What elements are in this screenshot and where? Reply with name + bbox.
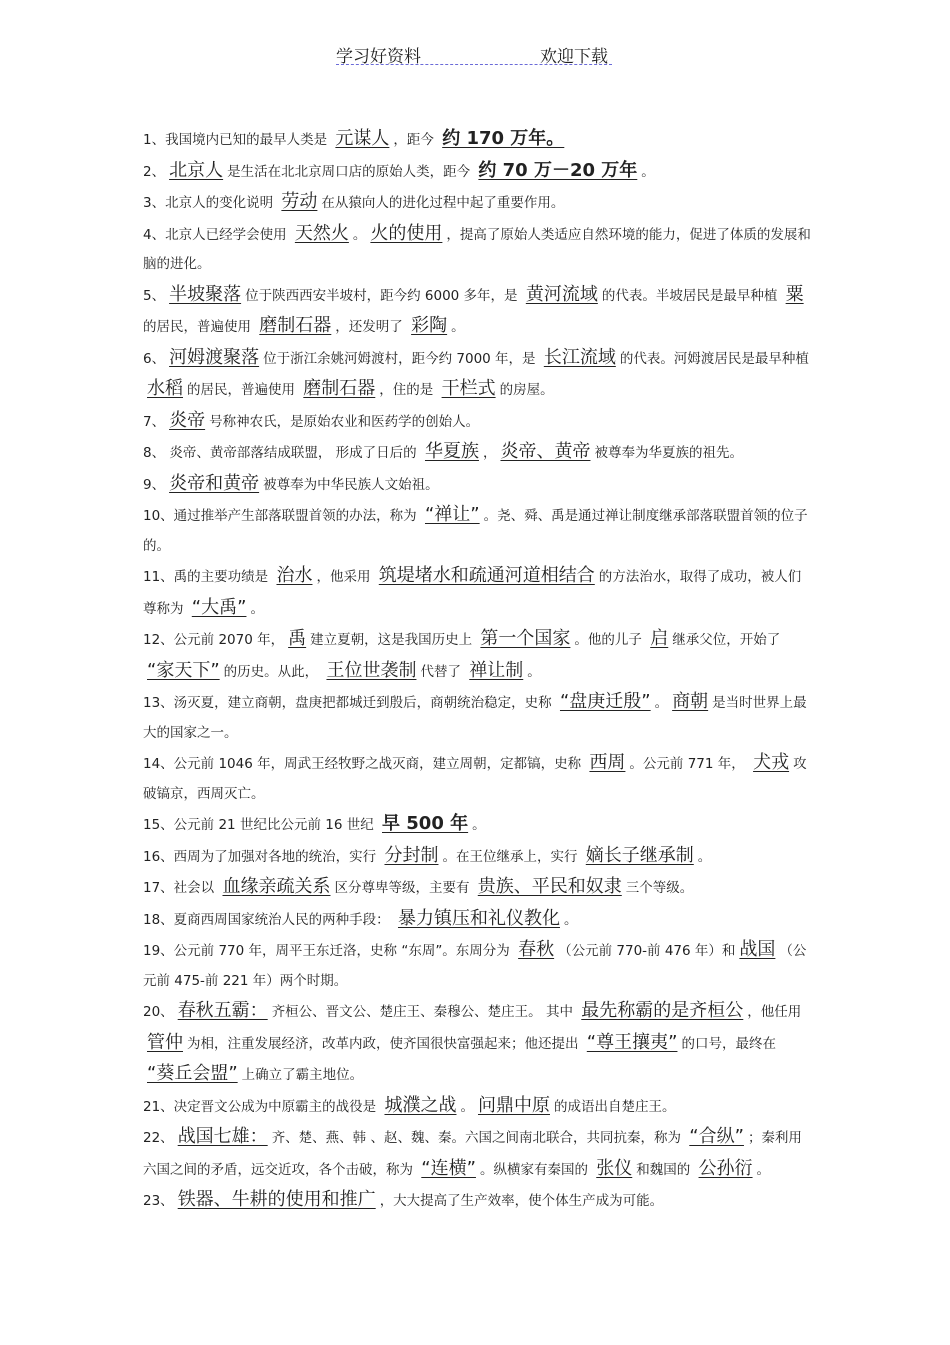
question-text: 12、公元前 2070 年， [143,632,285,648]
answer-text: “葵丘会盟” [147,1063,238,1084]
answer-text: 管仲 [147,1031,183,1053]
question-text: 。尧、舜、禹是通过禅让制度继承部落联盟首领的位子的。 [143,508,808,554]
question-text: 。公元前 771 年， [629,756,750,772]
list-item [143,748,811,809]
list-item [143,996,811,1091]
answer-text: 约 70 万－20 万年 [478,159,638,181]
answer-text: 磨制石器 [303,378,376,399]
question-text: 的成语出自楚庄王。 [553,1098,676,1115]
header-right-text: 欢迎下载 [540,47,608,67]
list-item [143,809,811,841]
list-item [143,1185,811,1217]
question-text: 攻破镐京，西周灭亡。 [143,756,807,802]
question-text: 。 [756,1161,771,1178]
question-text: 11、禹的主要功绩是 [143,569,273,585]
list-item [143,935,811,996]
answer-text: 战国七雄： [177,1126,268,1147]
question-text: 是生活在北北京周口店的原始人类，距今 [227,163,475,180]
question-text: ，他任用 [747,1004,802,1020]
question-text: 4、北京人已经学会使用 [143,226,291,243]
list-item [143,624,811,687]
question-text: 。 [697,848,712,865]
question-text: 21、决定晋文公成为中原霸主的战役是 [143,1098,381,1115]
question-text: 。纵横家有秦国的 [479,1161,593,1178]
question-text: 9、 [143,476,166,493]
list-item [143,437,811,469]
answer-text: 春秋 [518,939,555,960]
answer-text: 商朝 [672,691,709,712]
question-text: 18、夏商西周国家统治人民的两种手段： [143,911,394,928]
list-item [143,1091,811,1123]
question-text: 17、社会以 [143,880,219,896]
question-text: 。 [250,600,264,617]
answer-text: 粟 [785,283,804,305]
question-text: 的居民，普遍使用 [143,319,256,335]
answer-text: 禅让制 [469,659,524,681]
question-text: 22、 [143,1130,174,1146]
answer-text: 火的使用 [370,222,443,244]
header-dashed-line [336,64,612,65]
answer-text: 张仪 [596,1157,633,1179]
question-text: 的历史。从此， [223,663,323,680]
answer-text: 春秋五霸： [177,1000,268,1021]
question-text: 代替了 [420,663,466,680]
question-text: 23、 [143,1193,174,1209]
question-text: 上确立了霸主地位。 [241,1067,364,1083]
answer-text: “大禹” [191,596,247,618]
answer-text: 启 [650,628,669,649]
answer-text: “尊王攘夷” [586,1031,678,1053]
list-item [143,561,811,624]
answer-text: 北京人 [169,159,224,181]
list-item [143,500,811,561]
question-text: 号称神农氏，是原始农业和医药学的创始人。 [209,413,480,430]
answer-text: 问鼎中原 [477,1094,550,1116]
question-text: 的居民，普遍使用 [187,382,300,398]
list-item [143,343,811,406]
answer-text: 干栏式 [441,378,496,399]
answer-text: 磨制石器 [259,315,332,336]
question-text: 16、西周为了加强对各地的统治，实行 [143,848,381,865]
question-text: 齐桓公、晋文公、楚庄王、秦穆公、楚庄王。 其中 [271,1004,578,1020]
answer-text: 长江流域 [543,346,616,368]
answer-text: 元谋人 [335,128,390,149]
question-text: 的方法治水，取得了成功，被人们尊称为 [143,569,802,617]
answer-text: “禅让” [424,504,480,525]
list-item [143,872,811,904]
question-text: 19、公元前 770 年，周平王东迁洛，史称 “东周”。东周分为 [143,943,515,959]
question-text: 2、 [143,163,166,180]
question-text: ，距今 [393,132,439,148]
list-item [143,1122,811,1185]
question-text: 的代表。河姆渡居民是最早种植 [619,350,809,367]
answer-text: 天然火 [294,222,349,244]
answer-text: 劳动 [281,191,318,212]
answer-text: 血缘亲疏关系 [222,876,331,897]
answer-text: 公孙衍 [698,1157,753,1179]
question-text: 位于浙江余姚河姆渡村，距今约 7000 年，是 [263,350,540,367]
list-item [143,469,811,501]
answer-text: 西周 [589,752,626,773]
question-text: 。 [527,663,541,680]
page-header [0,42,950,68]
answer-text: 最先称霸的是齐桓公 [581,1000,744,1021]
question-text: 和魏国的 [636,1161,695,1178]
question-text: 3、北京人的变化说明 [143,195,278,211]
question-text: 5、 [143,287,166,304]
question-text: ；秦利用六国之间的矛盾，远交近攻，各个击破，称为 [143,1130,802,1178]
answer-text: 战国 [739,939,776,960]
question-text: 7、 [143,413,166,430]
question-text: ，大大提高了生产效率，使个体生产成为可能。 [379,1193,664,1209]
answer-text: 水稻 [147,378,183,399]
answer-text: 炎帝 [169,409,206,431]
answer-text: 城濮之战 [384,1094,457,1116]
list-item [143,280,811,343]
list-item [143,156,811,188]
answer-text: 炎帝和黄帝 [169,472,260,494]
answer-text: 华夏族 [424,441,479,462]
question-text: 是当时世界上最大的国家之一。 [143,695,807,741]
list-item [143,406,811,438]
answer-text: 分封制 [384,844,439,866]
question-text: 。 [563,911,578,928]
question-text: 15、公元前 21 世纪比公元前 16 世纪 [143,817,378,833]
answer-text: 半坡聚落 [169,283,242,305]
question-text: 。 [352,226,367,243]
question-text: 。 [641,163,655,180]
question-text: ，提高了原始人类适应自然环境的能力，促进了体质的发展和脑的进化。 [143,226,811,272]
question-text: 区分尊卑等级，主要有 [334,880,474,896]
question-text: 1、我国境内已知的最早人类是 [143,132,332,148]
question-text: （公元前 770-前 476 年）和 [558,943,736,959]
answer-text: 暴力镇压和礼仪教化 [397,907,560,929]
question-text: 8、 炎帝、黄帝部落结成联盟， 形成了日后的 [143,445,421,461]
question-text: ， [482,445,497,461]
question-text: 6、 [143,350,166,367]
answer-text: 黄河流域 [525,283,598,305]
answer-text: 第一个国家 [480,628,571,649]
answer-text: 犬戎 [753,752,790,773]
answer-text: 彩陶 [411,315,448,336]
answer-text: 河姆渡聚落 [169,346,260,368]
answer-text: 治水 [276,565,313,586]
question-text: 14、公元前 1046 年，周武王经牧野之战灭商，建立周朝，定都镐，史称 [143,756,586,772]
list-item [143,124,811,156]
question-list [143,124,811,1217]
question-text: 建立夏朝，这是我国历史上 [310,632,477,648]
answer-text: 炎帝、黄帝 [500,441,591,462]
answer-text: 筑堤堵水和疏通河道相结合 [378,565,595,586]
question-text: 继承父位，开始了 [672,632,781,648]
question-text: 的代表。半坡居民是最早种植 [601,287,782,304]
question-text: 的口号，最终在 [681,1035,776,1052]
question-text: 。 [451,319,465,335]
question-text: 被尊奉为中华民族人文始祖。 [263,476,439,493]
question-text: 位于陕西西安半坡村，距今约 6000 多年，是 [245,287,522,304]
question-text: ，还发明了 [335,319,408,335]
question-text: （公元前 475-前 221 年）两个时期。 [143,943,807,989]
answer-text: “连横” [421,1157,476,1179]
question-text: 被尊奉为华夏族的祖先。 [594,445,743,461]
question-text: 10、通过推举产生部落联盟首领的办法，称为 [143,508,421,524]
question-text: 为相，注重发展经济，改革内政，使齐国很快富强起来；他还提出 [187,1035,583,1052]
answer-text: 贵族、平民和奴隶 [477,876,622,897]
answer-text: 早 500 年 [382,813,469,834]
question-text: 13、汤灭夏，建立商朝，盘庚把都城迁到殷后，商朝统治稳定，史称 [143,695,556,711]
list-item [143,187,811,219]
answer-text: 铁器、牛耕的使用和推广 [177,1189,376,1210]
list-item [143,687,811,748]
answer-text: 禹 [288,628,307,649]
list-item [143,904,811,936]
question-text: 齐、楚、燕、韩 、赵、魏、秦。六国之间南北联合，共同抗秦，称为 [271,1130,686,1146]
answer-text: 王位世袭制 [326,659,417,681]
question-text: 。 [472,817,486,833]
question-text: 。 [654,695,669,711]
question-text: ，他采用 [316,569,375,585]
list-item [143,841,811,873]
question-text: 在从猿向人的进化过程中起了重要作用。 [321,195,565,211]
header-left-text: 学习好资料 [336,47,421,67]
question-text: 。 [460,1098,474,1115]
question-text: 三个等级。 [625,880,694,896]
answer-text: 约 170 万年。 [442,128,565,149]
answer-text: “盘庚迁殷” [559,691,651,712]
question-text: 。他的儿子 [574,632,647,648]
question-text: 的房屋。 [499,382,554,398]
list-item [143,219,811,280]
question-text: 20、 [143,1004,174,1020]
answer-text: 嫡长子继承制 [585,844,694,866]
question-text: ，住的是 [379,382,438,398]
question-text: 。在王位继承上，实行 [442,848,582,865]
answer-text: “合纵” [689,1126,744,1147]
answer-text: “家天下” [147,659,220,681]
